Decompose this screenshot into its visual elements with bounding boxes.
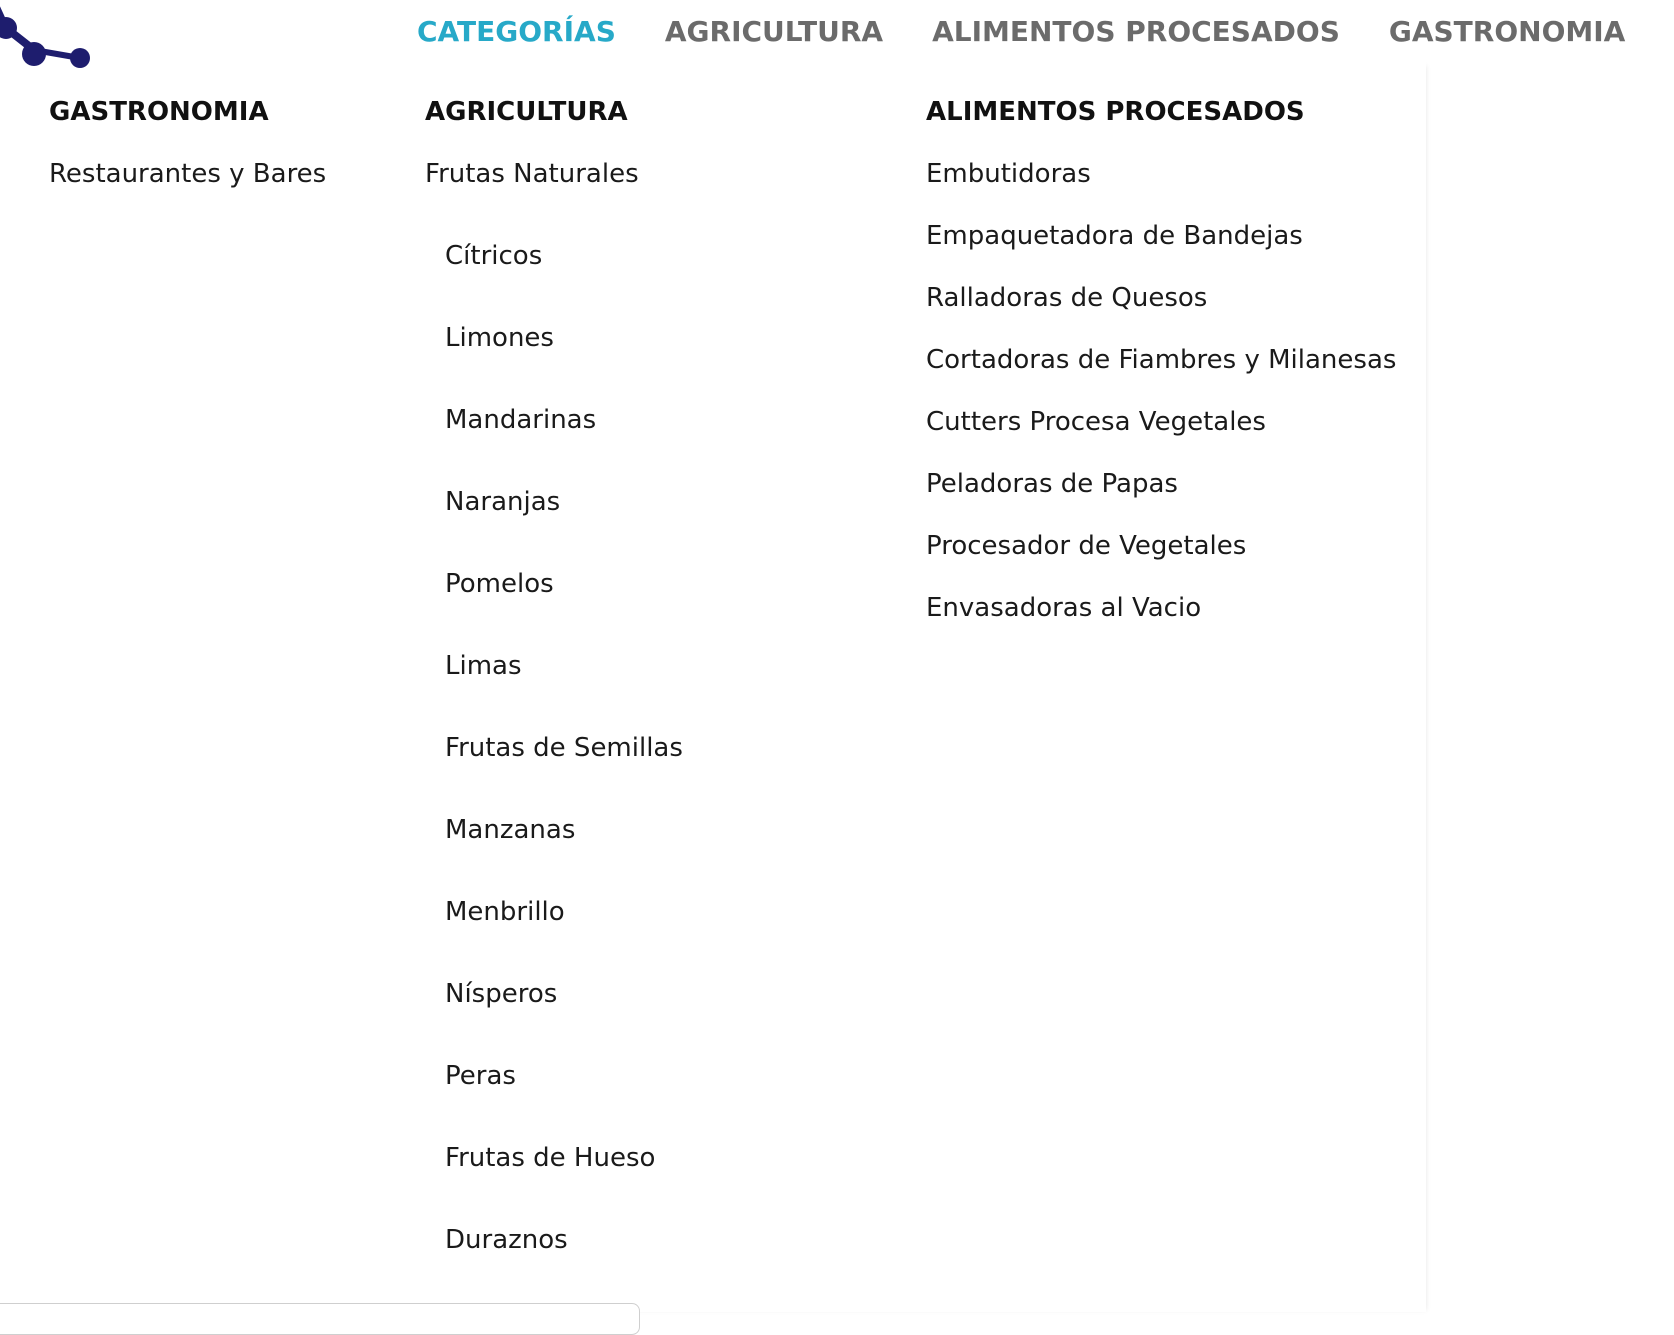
- menu-sublink[interactable]: Manzanas: [445, 815, 576, 845]
- menu-sublink[interactable]: Duraznos: [445, 1225, 568, 1255]
- menu-sublink[interactable]: Limas: [445, 651, 522, 681]
- menu-link[interactable]: Procesador de Vegetales: [926, 531, 1247, 561]
- menu-sublink[interactable]: Peras: [445, 1061, 516, 1091]
- menu-sublink[interactable]: Pomelos: [445, 569, 554, 599]
- menu-link[interactable]: Embutidoras: [926, 159, 1091, 189]
- menu-link[interactable]: Peladoras de Papas: [926, 469, 1178, 499]
- menu-link[interactable]: Empaquetadora de Bandejas: [926, 221, 1303, 251]
- menu-sublink[interactable]: Mandarinas: [445, 405, 597, 435]
- menu-sublink[interactable]: Naranjas: [445, 487, 561, 517]
- nav-item-gastronomia[interactable]: GASTRONOMIA: [1388, 15, 1626, 48]
- menu-sublink[interactable]: Nísperos: [445, 979, 558, 1009]
- floating-panel-edge: [0, 1303, 640, 1335]
- menu-link[interactable]: Cutters Procesa Vegetales: [926, 407, 1266, 437]
- column-title-gastronomia[interactable]: GASTRONOMIA: [49, 97, 269, 127]
- nav-item-agricultura[interactable]: AGRICULTURA: [664, 15, 884, 48]
- nav-item-categorias[interactable]: CATEGORÍAS: [417, 15, 616, 48]
- menu-sublink[interactable]: Menbrillo: [445, 897, 565, 927]
- main-nav: [417, 0, 1674, 68]
- column-title-alimentos-procesados[interactable]: ALIMENTOS PROCESADOS: [926, 97, 1305, 127]
- menu-sublink[interactable]: Cítricos: [445, 241, 543, 271]
- nav-item-alimentos-procesados[interactable]: ALIMENTOS PROCESADOS: [932, 15, 1340, 48]
- molecule-logo-icon[interactable]: [0, 0, 100, 68]
- menu-link[interactable]: Restaurantes y Bares: [49, 159, 327, 189]
- menu-link[interactable]: Frutas Naturales: [425, 159, 639, 189]
- menu-sublink[interactable]: Frutas de Hueso: [445, 1143, 656, 1173]
- menu-sublink[interactable]: Limones: [445, 323, 554, 353]
- column-title-agricultura[interactable]: AGRICULTURA: [425, 97, 628, 127]
- menu-link[interactable]: Envasadoras al Vacio: [926, 593, 1202, 623]
- menu-sublink[interactable]: Frutas de Semillas: [445, 733, 683, 763]
- menu-link[interactable]: Cortadoras de Fiambres y Milanesas: [926, 345, 1397, 375]
- menu-link[interactable]: Ralladoras de Quesos: [926, 283, 1208, 313]
- categories-dropdown: [0, 68, 1426, 1312]
- site-header: [0, 0, 1626, 68]
